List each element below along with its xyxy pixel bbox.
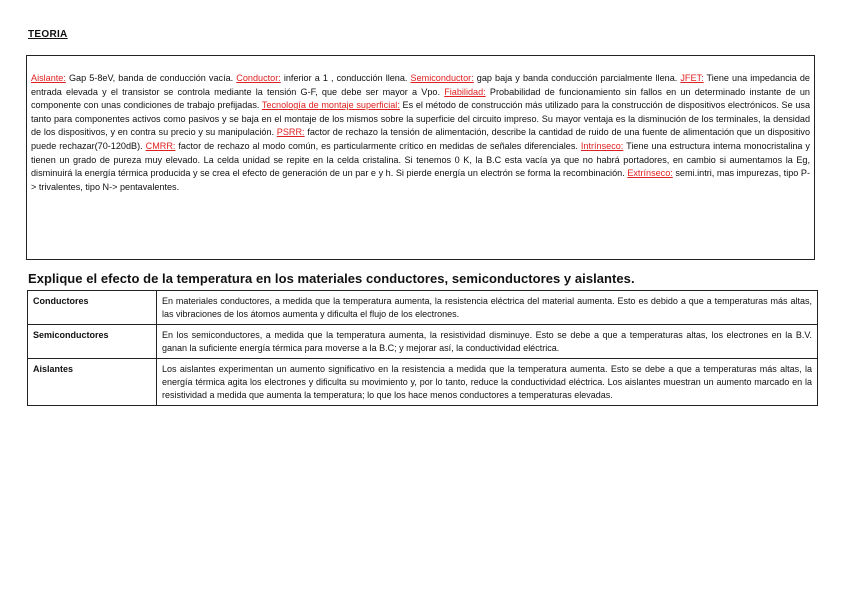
term-label: Tecnología de montaje superficial: [261, 100, 400, 111]
term-label: Semiconductor: [410, 73, 474, 83]
material-cell: Conductores [28, 291, 157, 325]
table-row [28, 359, 818, 406]
material-cell: Semiconductores [28, 325, 157, 359]
table-row [28, 291, 818, 325]
term-definition: factor de rechazo la tensión de alimentación, describe la cantidad de ruido de una fuente de alimentación que un dispositivo puede rechazar(70-120dB). [31, 127, 810, 151]
term-definition: Es el método de construcción más utilizado para la construcción de dispositivos electrónicos. Se usa tanto para componentes activos como pasivos y se baja en el montaje de los mismos sobre la superficie del circuito impreso. Su mayor ventaja es la disminución de los terminales, la densidad de los dispositivos, y en contra su precio y su manipulación. [31, 100, 811, 138]
term-definition: Tiene una impedancia de entrada elevada y el transistor se controla mediante la tensión G-F, que debe ser mayor a Vpo. [31, 73, 810, 97]
term-label: Aislante: [31, 73, 66, 83]
term-definition: Gap 5-8eV, banda de conducción vacía. [65, 73, 237, 83]
term-definition: factor de rechazo al modo común, es particularmente crítico en medidas de señales diferenciales. [175, 140, 581, 151]
term-label: Conductor: [236, 73, 281, 83]
theory-box [26, 55, 815, 260]
term-label: CMRR: [145, 140, 176, 151]
term-label: Intrínseco: [580, 140, 624, 151]
term-definition: gap baja y banda conducción parcialmente llena. [473, 73, 681, 83]
description-cell: En materiales conductores, a medida que la temperatura aumenta, la resistencia eléctrica del material aumenta. Esto es debido a que a temperaturas más altas, las vibraciones de los átomos aumenta y dificulta el flujo de los electrones. [157, 291, 818, 325]
material-cell: Aislantes [28, 359, 157, 406]
section-heading: TEORIA [28, 29, 68, 40]
description-cell: Los aislantes experimentan un aumento significativo en la resistencia a medida que la temperatura aumenta. Esto se debe a que a temperaturas más altas, la energía térmica agita los electrones y dificulta su movimiento y, por lo tanto, reduce la conductividad eléctrica. Los aislantes muestran un aumento marcado en la resistividad a medida que aumenta la temperatura; lo que los hace menos conductores a temperaturas elevadas. [157, 359, 818, 406]
term-label: JFET: [680, 73, 704, 83]
term-label: PSRR: [276, 127, 305, 138]
term-definition: inferior a 1 , conducción llena. [280, 73, 411, 83]
description-cell: En los semiconductores, a medida que la temperatura aumenta, la resistividad disminuye. Esto se debe a que a temperaturas altas, los electrones en la B.V. ganan la suficiente energía térmica para moverse a la B.C; y mejorar así, la conductividad eléctrica. [157, 325, 818, 359]
term-label: Extrínseco: [627, 168, 673, 179]
question-heading: Explique el efecto de la temperatura en los materiales conductores, semiconductores y aislantes. [28, 271, 635, 286]
term-definition: semi.intri, mas impurezas, tipo P-> trivalentes, tipo N-> pentavalentes. [31, 168, 811, 192]
table-row [28, 325, 818, 359]
term-label: Fiabilidad: [444, 86, 486, 97]
term-definition: Probabilidad de funcionamiento sin fallos en un determinado instante de un componente con unas condiciones de trabajo prefijadas. [31, 86, 810, 111]
term-definition: Tiene una estructura interna monocristalina y tienen un grado de pureza muy elevado. La celda unidad se repite en la celda cristalina. Si tenemos 0 K, la B.C esta vacía ya que no habrá portadores, en cambio si aumentamos la Eg, disminuirá la energía térmica producida y se crea el efecto de generación de un par e y h. Si pierde energía un electrón se forma la recombinación. [31, 140, 810, 179]
theory-paragraph [31, 72, 810, 194]
temperature-effects-table [27, 290, 818, 406]
